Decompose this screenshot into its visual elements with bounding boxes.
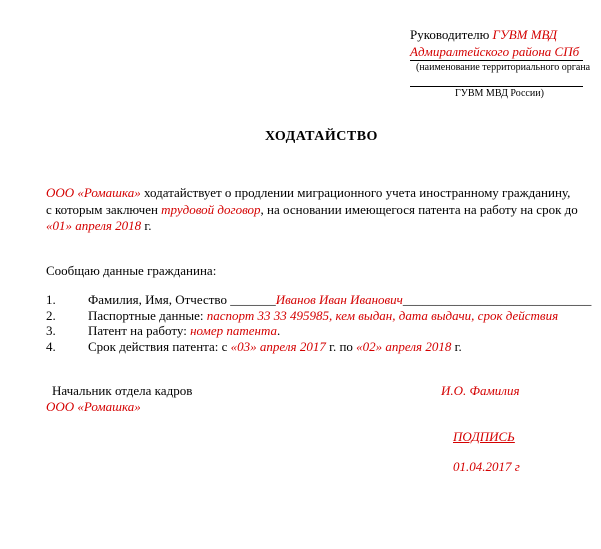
body-line-3: [46, 218, 152, 234]
body-text-4: г.: [141, 218, 152, 233]
body-contract: трудовой договор: [161, 202, 261, 217]
citizen-fio: Иванов Иван Иванович: [275, 292, 403, 307]
addressee-line-1: [410, 27, 557, 43]
list-item-label: Паспортные данные:: [88, 308, 207, 323]
list-item: [46, 339, 462, 355]
signer-company: ООО «Ромашка»: [46, 399, 141, 414]
patent-date-from: «03» апреля 2017: [230, 339, 326, 354]
signature-placeholder: ПОДПИСЬ: [453, 429, 515, 444]
document-title: ХОДАТАЙСТВО: [265, 129, 378, 144]
body-line-1: [46, 185, 570, 201]
signer-name: И.О. Фамилия: [441, 383, 520, 398]
body-company: ООО «Ромашка»: [46, 185, 141, 200]
list-item-label: Срок действия патента: с: [88, 339, 231, 354]
addressee-prefix: Руководителю: [410, 27, 490, 42]
list-item-number: 2.: [46, 308, 56, 323]
list-item: [46, 292, 591, 308]
body-date-until: «01» апреля 2018: [46, 218, 142, 233]
citizen-intro: Сообщаю данные гражданина:: [46, 263, 217, 278]
list-item: [46, 308, 558, 324]
citizen-patent: номер патента: [190, 323, 277, 338]
signer-position: Начальник отдела кадров: [52, 383, 193, 398]
list-item-number: 4.: [46, 339, 56, 354]
list-item-mid: г. по: [325, 339, 357, 354]
list-item: [46, 323, 280, 339]
signature-date: 01.04.2017 г: [453, 459, 520, 474]
addressee-underline-2: [410, 86, 583, 87]
addressee-underline-1: [410, 60, 583, 61]
list-item-number: 1.: [46, 292, 56, 307]
patent-date-to: «02» апреля 2018: [356, 339, 452, 354]
addressee-hint-2: ГУВМ МВД России): [455, 88, 544, 99]
addressee-org-line-2: Адмиралтейского района СПб: [410, 44, 580, 59]
list-item-suffix: _____________________________: [402, 292, 592, 307]
list-item-number: 3.: [46, 323, 56, 338]
list-item-prefix: _______: [230, 292, 276, 307]
body-text-3: , на основании имеющегося патента на работу на срок до: [260, 202, 578, 217]
list-item-after: .: [277, 323, 281, 338]
body-line-2: [46, 202, 578, 218]
addressee-hint-1: (наименование территориального органа: [416, 62, 591, 73]
list-item-tail: г.: [451, 339, 462, 354]
citizen-passport: паспорт 33 33 495985, кем выдан, дата выдачи, срок действия: [206, 308, 559, 323]
list-item-label: Фамилия, Имя, Отчество: [88, 292, 231, 307]
body-text-2: с которым заключен: [46, 202, 162, 217]
list-item-label: Патент на работу:: [88, 323, 191, 338]
body-text-1: ходатайствует о продлении миграционного учета иностранному гражданину,: [140, 185, 571, 200]
addressee-org: ГУВМ МВД: [492, 27, 558, 42]
